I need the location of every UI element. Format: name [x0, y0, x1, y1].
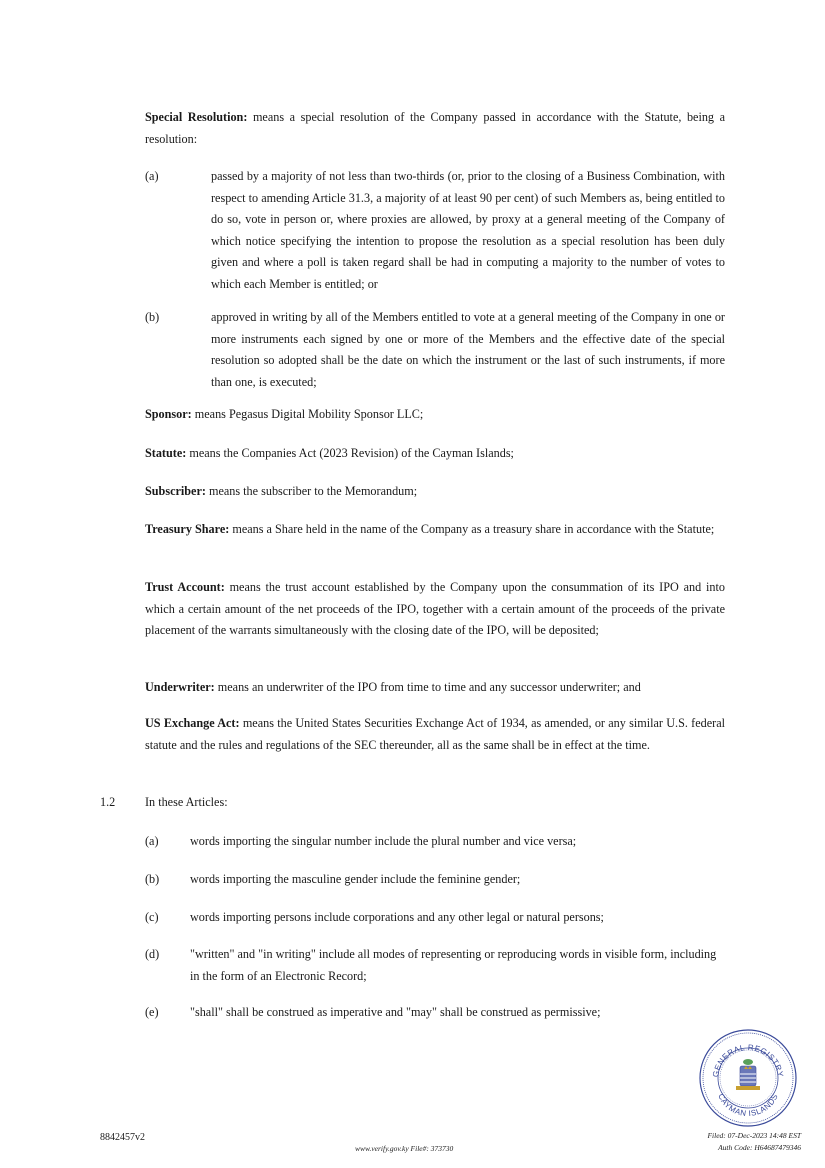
definition-statute	[145, 443, 725, 465]
definition-us-exchange-act	[145, 713, 725, 756]
list-text: "written" and "in writing" include all modes of representing or reproducing words in visible form, including in the form of an Electronic Record;	[190, 947, 717, 983]
definition-text: means an underwriter of the IPO from time to time and any successor underwriter; and	[214, 680, 641, 694]
definition-text: means the Companies Act (2023 Revision) of the Cayman Islands;	[186, 446, 514, 460]
list-text: words importing the masculine gender include the feminine gender;	[190, 872, 521, 886]
auth-code: Auth Code: H64687479346	[718, 1143, 801, 1152]
section-title: In these Articles:	[145, 795, 228, 809]
svg-text:GENERAL REGISTRY: GENERAL REGISTRY	[711, 1042, 785, 1078]
definition-treasury-share	[145, 519, 725, 541]
list-label: (b)	[145, 872, 160, 886]
definition-term: Special Resolution:	[145, 110, 248, 124]
definition-term: Subscriber:	[145, 484, 206, 498]
definition-term: Treasury Share:	[145, 522, 230, 536]
definition-term: US Exchange Act:	[145, 716, 240, 730]
general-registry-seal	[698, 1028, 798, 1128]
list-label: (e)	[145, 1005, 159, 1019]
definition-text: means the trust account established by the Company upon the consummation of its IPO and into which a certain amount of the net proceeds of the IPO, together with a certain amount of the proceeds of the private placement of the warrants simultaneously with the closing date of the IPO, will be deposited;	[145, 580, 725, 638]
verify-link[interactable]: www.verify.gov.ky File#: 373730	[355, 1144, 454, 1153]
svg-text:CAYMAN ISLANDS: CAYMAN ISLANDS	[716, 1092, 780, 1119]
definition-text: means the United States Securities Exchange Act of 1934, as amended, or any similar U.S. federal statute and the rules and regulations of the SEC thereunder, all as the same shall be in effect at the time.	[145, 716, 725, 752]
definition-special-resolution	[145, 107, 725, 150]
list-text: approved in writing by all of the Members entitled to vote at a general meeting of the Company in one or more instruments each signed by one or more of the Members and the effective date of the special resolution so adopted shall be the date on which the instrument or the last of such instruments, if more than one, is executed;	[211, 310, 725, 389]
list-text: words importing persons include corporations and any other legal or natural persons;	[190, 910, 604, 924]
list-label: (b)	[145, 310, 160, 324]
definition-subscriber	[145, 481, 725, 503]
definition-trust-account	[145, 577, 725, 642]
definition-sponsor	[145, 404, 725, 426]
definition-term: Statute:	[145, 446, 187, 460]
filed-date: Filed: 07-Dec-2023 14:48 EST	[707, 1131, 801, 1140]
list-label: (c)	[145, 910, 159, 924]
list-label: (a)	[145, 169, 159, 183]
definition-term: Sponsor:	[145, 407, 192, 421]
document-id: 8842457v2	[100, 1132, 145, 1143]
definition-text: means the subscriber to the Memorandum;	[205, 484, 418, 498]
list-label: (d)	[145, 947, 160, 961]
definition-text: means a special resolution of the Company passed in accordance with the Statute, being a resolution:	[145, 110, 725, 146]
section-number: 1.2	[100, 795, 116, 809]
definition-text: means a Share held in the name of the Company as a treasury share in accordance with the Statute;	[229, 522, 715, 536]
list-text: "shall" shall be construed as imperative and "may" shall be construed as permissive;	[190, 1005, 601, 1019]
definition-term: Trust Account:	[145, 580, 225, 594]
definition-underwriter	[145, 677, 725, 699]
list-text: words importing the singular number include the plural number and vice versa;	[190, 834, 577, 848]
definition-term: Underwriter:	[145, 680, 215, 694]
list-text: passed by a majority of not less than two-thirds (or, prior to the closing of a Business Combination, with respect to amending Article 31.3, a majority of at least 90 per cent) of such Members as, being entitled to do so, vote in person or, where proxies are allowed, by proxy at a general meeting of the Company of which notice specifying the intention to propose the resolution as a special resolution has been duly given and where a poll is taken regard shall be had in computing a majority to the number of votes to which each Member is entitled; or	[211, 169, 725, 291]
list-label: (a)	[145, 834, 159, 848]
definition-text: means Pegasus Digital Mobility Sponsor LLC;	[191, 407, 424, 421]
